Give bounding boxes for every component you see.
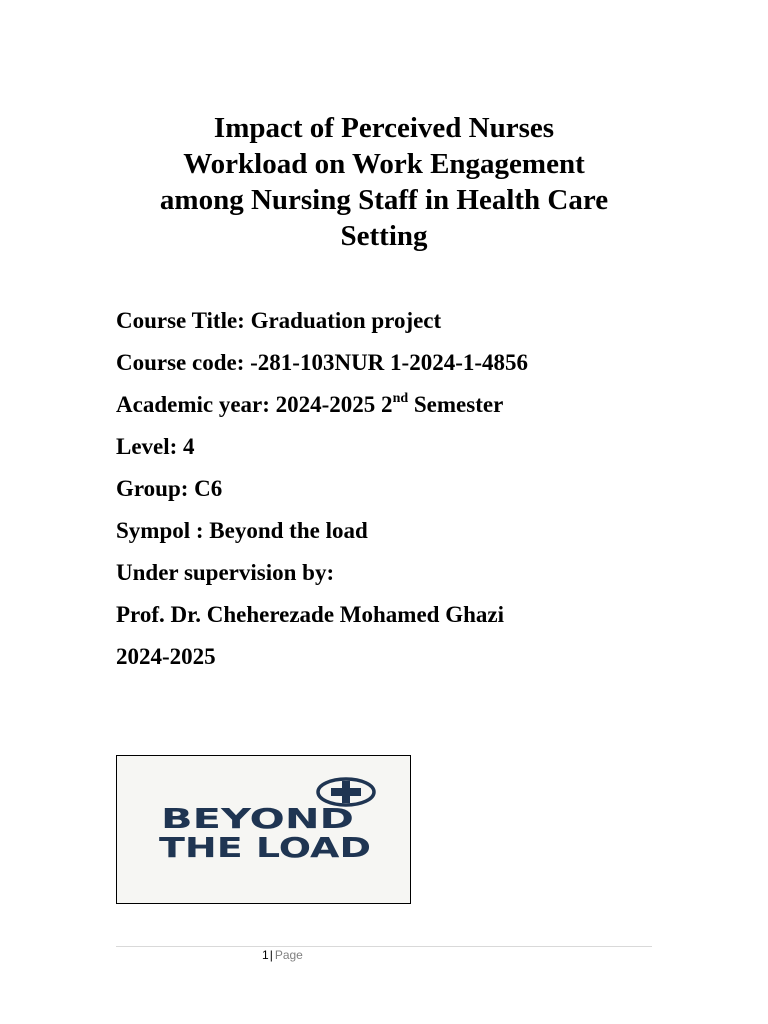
logo-line-1: BEYOND [161,802,354,835]
page-label: Page [274,948,303,962]
academic-year-line [116,384,528,426]
sympol-line: Sympol : Beyond the load [116,518,368,543]
academic-year-text: Academic year: 2024-2025 2 [116,392,393,417]
ordinal-suffix: nd [392,391,409,406]
page-number: 1 [262,948,269,962]
group-line: Group: C6 [116,476,223,501]
course-title-line: Course Title: Graduation project [116,308,442,333]
title-line-2: Workload on Work Engagement [183,148,585,180]
title-line-4: Setting [340,220,428,252]
footer-separator: | [269,948,273,962]
semester-text: Semester [408,392,504,417]
course-info [116,300,528,678]
logo-line-2: THE LOAD [159,831,371,864]
logo-graphic [117,756,410,903]
supervisor-line: Prof. Dr. Cheherezade Mohamed Ghazi [116,602,504,627]
page-footer [262,948,303,962]
year-line: 2024-2025 [116,644,216,669]
level-line: Level: 4 [116,434,195,459]
title-line-1: Impact of Perceived Nurses [213,112,555,144]
course-code-line: Course code: -281-103NUR 1-2024-1-4856 [116,350,529,375]
footer-divider [116,946,652,947]
supervision-line: Under supervision by: [116,560,335,585]
beyond-the-load-logo [116,755,411,904]
title-line-3: among Nursing Staff in Health Care [159,184,609,216]
document-title [100,110,668,254]
